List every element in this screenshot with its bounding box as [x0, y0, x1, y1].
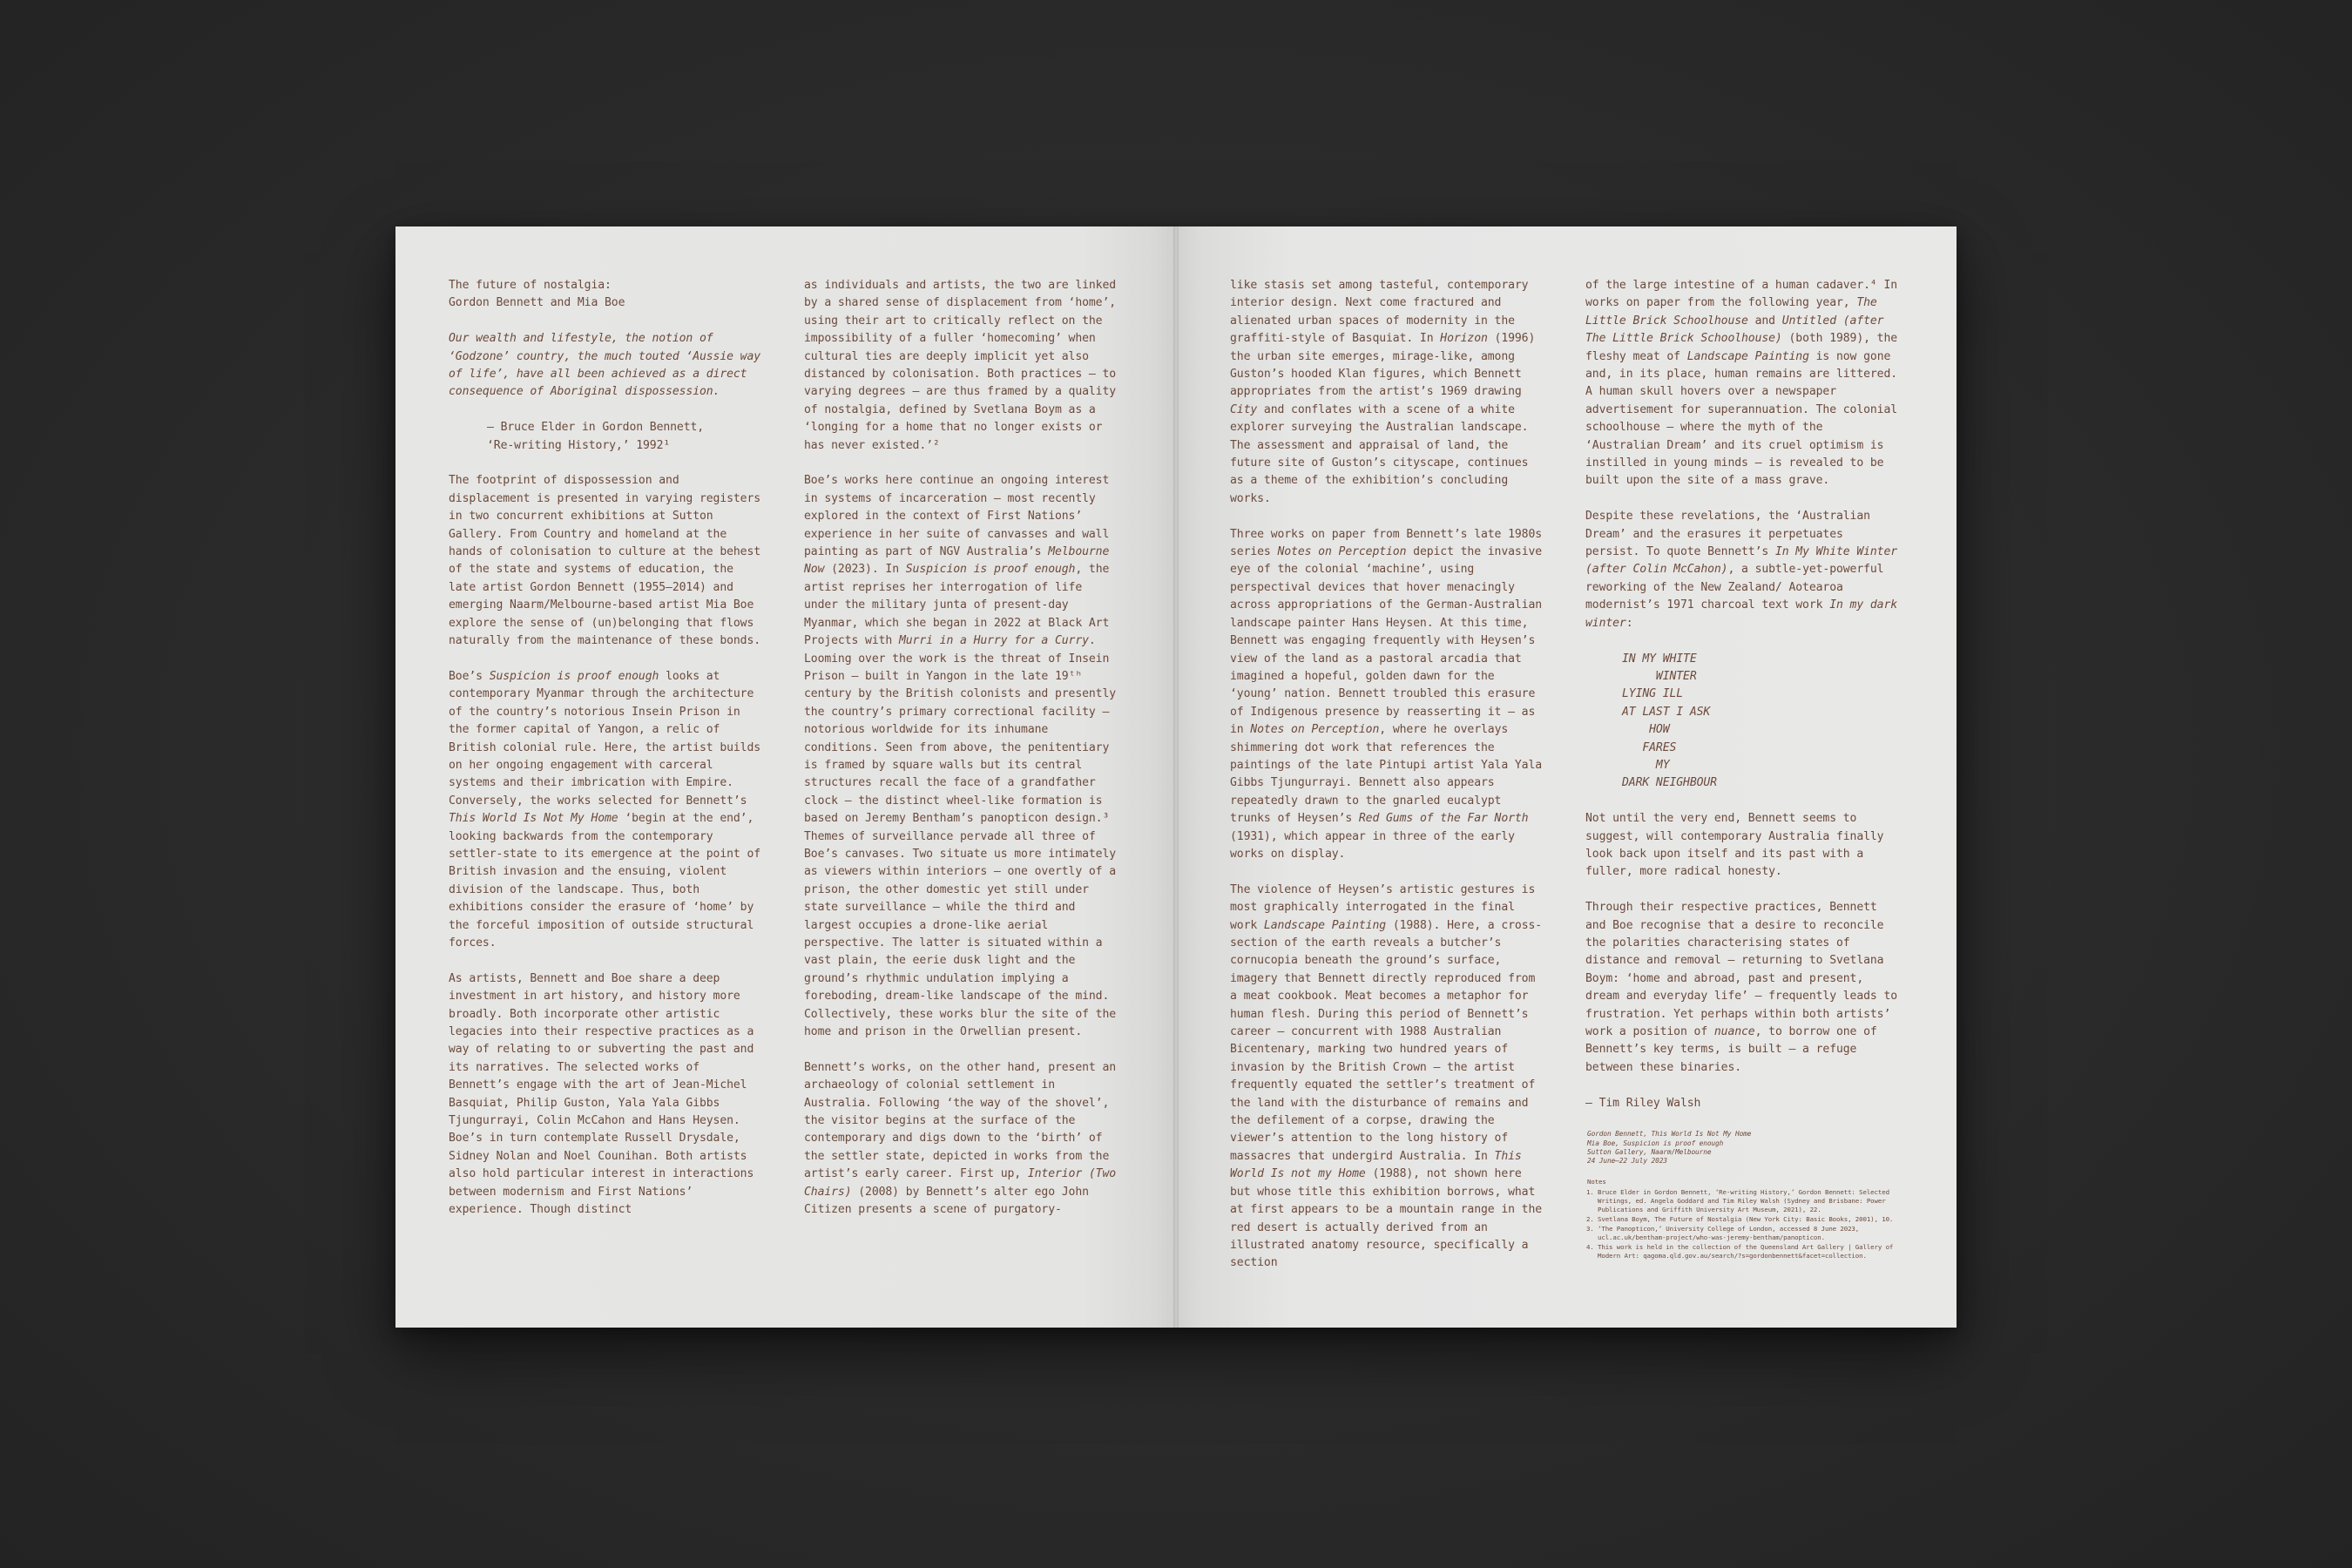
exhibition-credits: [1587, 1130, 1901, 1166]
italic-title: Melbourne Now: [804, 545, 1110, 577]
italic-title: Notes on Perception: [1250, 723, 1380, 737]
italic-title: Suspicion is proof enough: [905, 563, 1076, 577]
author-signature: — Tim Riley Walsh: [1585, 1096, 1701, 1110]
epigraph: Our wealth and lifestyle, the notion of ‘Godzone’ country, the much touted ‘Aussie way of life’, have all been achieved as a direct consequence of Aboriginal dispossession.: [449, 332, 761, 399]
left-page: [395, 226, 1176, 1328]
paragraph: Not until the very end, Bennett seems to suggest, will contemporary Australia finally look back upon itself and its past with a fuller, more radical honesty.: [1585, 812, 1884, 879]
italic-title: nuance: [1713, 1025, 1755, 1038]
attribution-line-1: — Bruce Elder in Gordon Bennett,: [487, 421, 705, 435]
paragraph: Boe’s Suspicion is proof enough looks at contemporary Myanmar through the architecture of the country’s notorious Insein Prison in the former capital of Yangon, a relic of British colonial rule. Here, the artist builds on her ongoing engagement with carceral systems and their imbrication with Empire. Conversely, the works selected for Bennett’s This World Is Not My Home ‘begin at the end’, looking backwards from the contemporary settler-state to its emergence at the point of British invasion and the ensuing, violent division of the landscape. Thus, both exhibitions consider the erasure of ‘home’ by the forceful imposition of outside structural forces.: [449, 669, 761, 950]
right-page-column-2: [1585, 277, 1901, 1261]
article-title-line-2: Gordon Bennett and Mia Boe: [449, 296, 625, 310]
paragraph: Through their respective practices, Bennett and Boe recognise that a desire to reconcile the polarities characterising states of distance and removal — returning to Svetlana Boym: ‘home and abroad, past and present, dream and everyday life’ — frequently leads to frustration. Yet perhaps within both artists’ work a position of nuance, to borrow one of Bennett’s key terms, is built — a refuge between these binaries.: [1585, 901, 1898, 1074]
endnote: 4. This work is held in the collection of the Queensland Art Gallery | Gallery of Modern Art: qagoma.qld.gov.au/search/?s=gordonbennett&facet=collection.: [1598, 1243, 1901, 1260]
left-page-column-2: [804, 277, 1119, 1237]
italic-title: Landscape Painting: [1686, 349, 1809, 363]
paragraph: Despite these revelations, the ‘Australian Dream’ and the erasures it perpetuates persist. To quote Bennett’s In My White Winter (after Colin McCahon), a subtle-yet-powerful reworking of the New Zealand/ Aotearoa modernist’s 1971 charcoal text work In my dark winter:: [1585, 510, 1898, 630]
credit-line: Sutton Gallery, Naarm/Melbourne: [1587, 1147, 1712, 1156]
italic-title: In my dark winter: [1585, 598, 1898, 630]
italic-title: In My White Winter (after Colin McCahon): [1585, 545, 1898, 577]
attribution-line-2: ‘Re-writing History,’ 1992¹: [487, 438, 671, 452]
italic-title: Notes on Perception: [1277, 545, 1407, 559]
credit-line: 24 June–22 July 2023: [1587, 1157, 1667, 1166]
quoted-poem: IN MY WHITE WINTER LYING ILL AT LAST I ASK HOW FARES MY DARK NEIGHBOUR: [1622, 652, 1717, 790]
paragraph: as individuals and artists, the two are linked by a shared sense of displacement from ‘home’, using their art to critically reflect on the impossibility of a fuller ‘homecoming’ when cultural ties are deeply implicit yet also distanced by colonisation. Both practices — to varying degrees — are thus framed by a quality of nostalgia, defined by Svetlana Boym as a ‘longing for a home that no longer exists or has never existed.’²: [804, 279, 1117, 452]
article-title: [449, 277, 764, 313]
italic-title: Murri in a Hurry for a Curry: [898, 634, 1089, 648]
endnote: 2. Svetlana Boym, The Future of Nostalgia (New York City: Basic Books, 2001), 10.: [1598, 1215, 1901, 1224]
epigraph-attribution: [487, 419, 764, 455]
italic-title: Landscape Painting: [1263, 918, 1387, 932]
paragraph: Three works on paper from Bennett’s late 1980s series Notes on Perception depict the invasive eye of the colonial ‘machine’, using perspectival devices that hover menacingly across appropriations of the German-Australian landscape painter Hans Heysen. At this time, Bennett was engaging frequently with Heysen’s view of the land as a pastoral arcadia that imagined a hopeful, golden dawn for the ‘young’ nation. Bennett troubled this erasure of Indigenous presence by reasserting it — as in Notes on Perception, where he overlays shimmering dot work that references the paintings of the late Pintupi artist Yala Yala Gibbs Tjungurrayi. Bennett also appears repeatedly drawn to the gnarled eucalypt trunks of Heysen’s Red Gums of the Far North (1931), which appear in three of the early works on display.: [1230, 527, 1543, 861]
endnotes-list: [1587, 1188, 1901, 1260]
italic-title: Interior (Two Chairs): [804, 1167, 1117, 1199]
paragraph: The violence of Heysen’s artistic gestures is most graphically interrogated in the final work Landscape Painting (1988). Here, a cross-section of the earth reveals a butcher’s cornucopia beneath the ground’s surface, imagery that Bennett directly reproduced from a meat cookbook. Meat becomes a metaphor for human flesh. During this period of Bennett’s career — concurrent with 1988 Australian Bicentenary, marking two hundred years of invasion by the British Crown — the artist frequently equated the settler’s treatment of the land with the disturbance of remains and the defilement of a corpse, drawing the viewer’s attention to the long history of massacres that undergird Australia. In This World Is not my Home (1988), not shown here but whose title this exhibition borrows, what at first appears to be a mountain range in the red desert is actually derived from an illustrated anatomy resource, specifically a section: [1230, 882, 1543, 1270]
paragraph: like stasis set among tasteful, contemporary interior design. Next come fractured and alienated urban spaces of modernity in the graffiti-style of Basquiat. In Horizon (1996) the urban site emerges, mirage-like, among Guston’s hooded Klan figures, which Bennett appropriates from the artist’s 1969 drawing City and conflates with a scene of a white explorer surveying the Australian landscape. The assessment and appraisal of land, the future site of Guston’s cityscape, continues as a theme of the exhibition’s concluding works.: [1230, 279, 1536, 505]
spread-gutter: [1173, 226, 1179, 1328]
italic-title: The Little Brick Schoolhouse: [1585, 296, 1877, 328]
endnote: 3. ‘The Panopticon,’ University College of London, accessed 8 June 2023, ucl.ac.uk/bentham-project/who-was-jeremy-bentham/panopticon.: [1598, 1225, 1901, 1242]
paragraph: Boe’s works here continue an ongoing interest in systems of incarceration — most recently explored in the context of First Nations’ experience in her suite of canvasses and wall painting as part of NGV Australia’s Melbourne Now (2023). In Suspicion is proof enough, the artist reprises her interrogation of life under the military junta of present-day Myanmar, which she began in 2022 at Black Art Projects with Murri in a Hurry for a Curry. Looming over the work is the threat of Insein Prison — built in Yangon in the late 19ᵗʰ century by the British colonists and presently the country’s primary correctional facility — notorious worldwide for its inhumane conditions. Seen from above, the penitentiary is framed by square walls but its central structures recall the face of a grandfather clock — the distinct wheel-like formation is based on Jeremy Bentham’s panopticon design.³ Themes of surveillance pervade all three of Boe’s canvases. Two situate us more intimately as viewers within interiors — one overtly of a prison, the other domestic yet still under state surveillance — while the third and largest occupies a drone-like aerial perspective. The latter is situated within a vast plain, the eerie dusk light and the ground’s rhythmic undulation implying a foreboding, dream-like landscape of the mind. Collectively, these works blur the site of the home and prison in the Orwellian present.: [804, 474, 1117, 1039]
endnotes-heading: Notes: [1587, 1178, 1606, 1186]
paragraph: of the large intestine of a human cadaver.⁴ In works on paper from the following year, The Little Brick Schoolhouse and Untitled (after The Little Brick Schoolhouse) (both 1989), the fleshy meat of Landscape Painting is now gone and, in its place, human remains are littered. A human skull hovers over a newspaper advertisement for superannuation. The colonial schoolhouse — where the myth of the ‘Australian Dream’ and its cruel optimism is instilled in young minds — is revealed to be built upon the site of a mass grave.: [1585, 279, 1898, 488]
right-page: [1176, 226, 1957, 1328]
italic-title: City: [1230, 402, 1258, 416]
right-page-column-1: [1230, 277, 1545, 1290]
left-page-column-1: [449, 277, 764, 1237]
endnote: 1. Bruce Elder in Gordon Bennett, ‘Re-writing History,’ Gordon Bennett: Selected Writings, ed. Angela Goddard and Tim Riley Walsh (Sydney and Brisbane: Power Publications and Griffith University Art Museum, 2021), 22.: [1598, 1188, 1901, 1214]
endnotes: [1587, 1178, 1901, 1260]
italic-title: Red Gums of the Far North: [1358, 812, 1529, 826]
credit-line: Gordon Bennett, This World Is Not My Home: [1587, 1130, 1752, 1139]
paragraph: The footprint of dispossession and displacement is presented in varying registers in two concurrent exhibitions at Sutton Gallery. From Country and homeland at the hands of colonisation to culture at the behest of the state and systems of education, the late artist Gordon Bennett (1955–2014) and emerging Naarm/Melbourne-based artist Mia Boe explore the sense of (un)belonging that flows naturally from the maintenance of these bonds.: [449, 474, 761, 648]
paragraph: Bennett’s works, on the other hand, present an archaeology of colonial settlement in Australia. Following ‘the way of the shovel’, the visitor begins at the surface of the contemporary and digs down to the ‘birth’ of the settler state, depicted in works from the artist’s early career. First up, Interior (Two Chairs) (2008) by Bennett’s alter ego John Citizen presents a scene of purgatory-: [804, 1060, 1117, 1217]
italic-title: This World Is Not My Home: [449, 812, 618, 826]
italic-title: Horizon: [1440, 332, 1488, 346]
paragraph: As artists, Bennett and Boe share a deep investment in art history, and history more broadly. Both incorporate other artistic legacies into their respective practices as a way of relating to or subverting the past and its narratives. The selected works of Bennett’s engage with the art of Jean-Michel Basquiat, Philip Guston, Yala Yala Gibbs Tjungurrayi, Colin McCahon and Hans Heysen. Boe’s in turn contemplate Russell Drysdale, Sidney Nolan and Noel Counihan. Both artists also hold particular interest in interactions between modernism and First Nations’ experience. Though distinct: [449, 971, 754, 1217]
italic-title: Suspicion is proof enough: [489, 669, 659, 683]
italic-title: This World Is not my Home: [1230, 1149, 1522, 1181]
magazine-spread: [395, 226, 1957, 1328]
article-title-line-1: The future of nostalgia:: [449, 279, 612, 292]
credit-line: Mia Boe, Suspicion is proof enough: [1587, 1139, 1724, 1147]
italic-title: Untitled (after The Little Brick Schoolhouse): [1585, 314, 1884, 346]
